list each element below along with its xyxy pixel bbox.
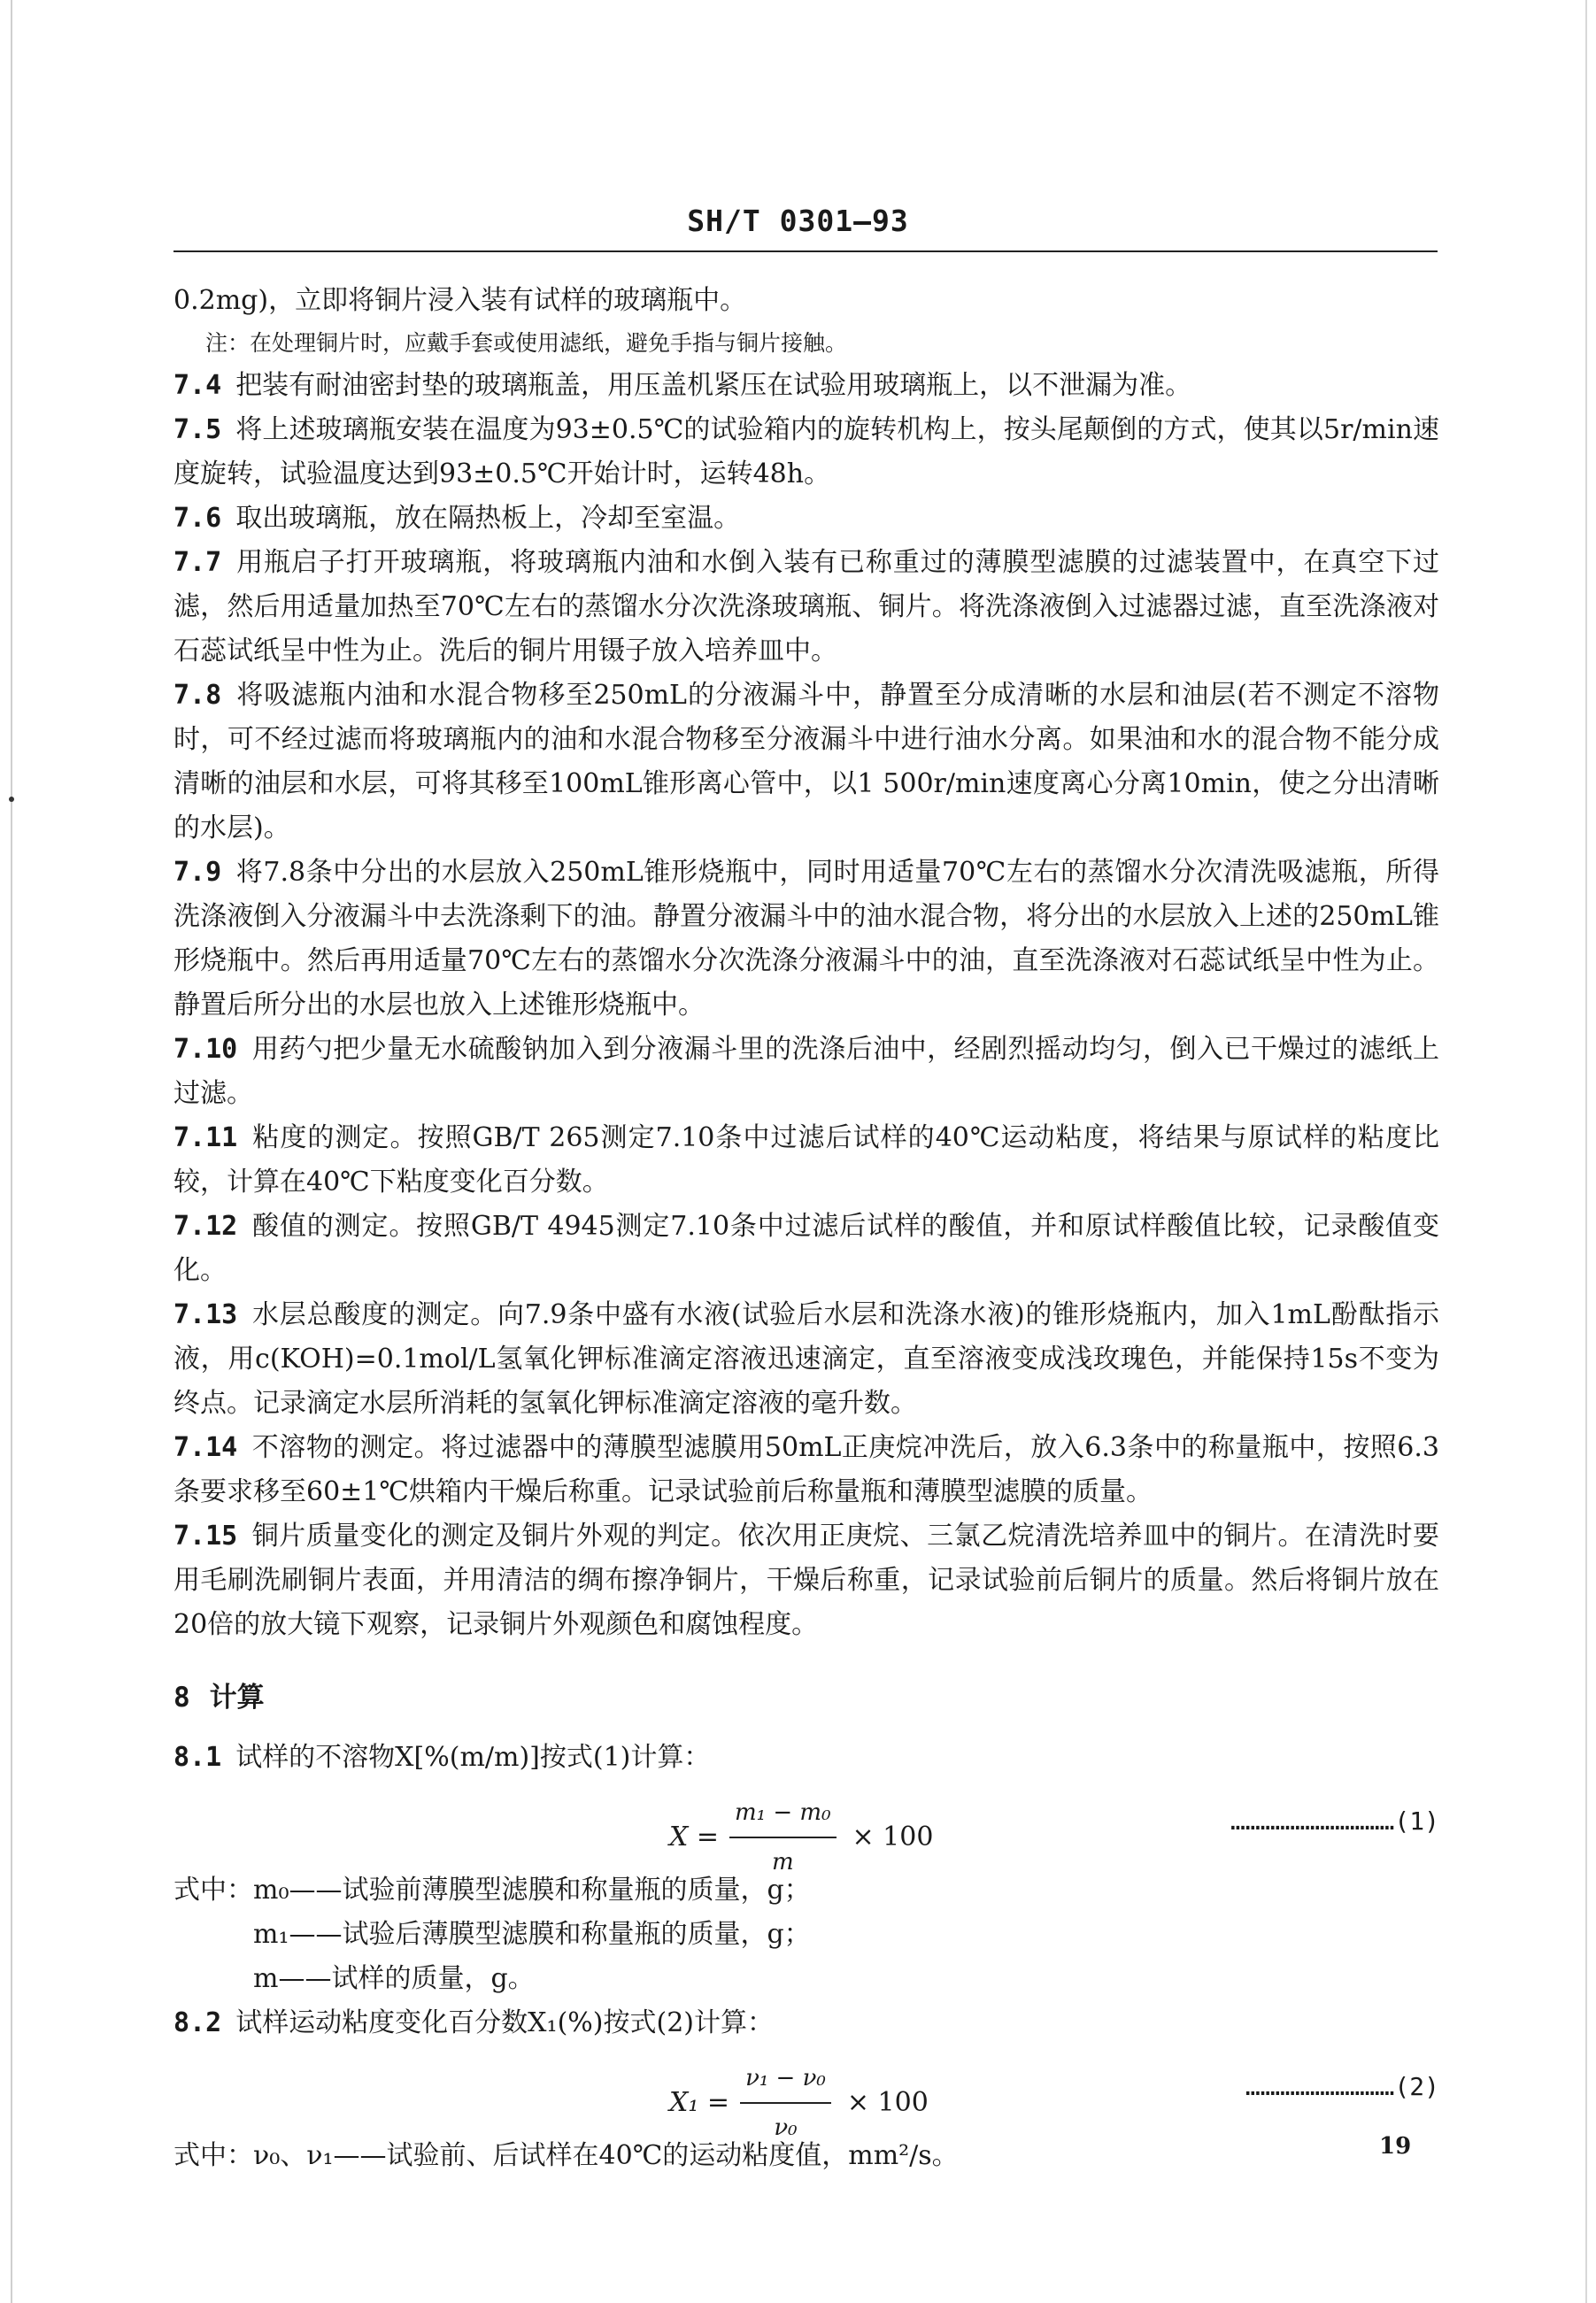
formula-lhs: X₁ = — [669, 2087, 730, 2118]
header-rule — [173, 250, 1438, 252]
clause-text: 铜片质量变化的测定及铜片外观的判定。依次用正庚烷、三氯乙烷清洗培养皿中的铜片。在清洗时要用毛刷洗刷铜片表面，并用清洁的绸布擦净铜片，干燥后称重，记录试验前后铜片的质量。然后将铜片放在20倍的放大镜下观察，记录铜片外观颜色和腐蚀程度。 — [173, 1521, 1439, 1640]
formula-2 — [173, 2045, 1439, 2141]
section-heading — [173, 1675, 1439, 1720]
note: 注：在处理铜片时，应戴手套或使用滤纸，避免手指与铜片接触。 — [205, 330, 848, 356]
clause-7-5 — [173, 408, 1439, 497]
clause-text: 试样的不溶物X[%(m/m)]按式(1)计算： — [235, 1742, 711, 1773]
clause-text: 用瓶启子打开玻璃瓶，将玻璃瓶内油和水倒入装有已称重过的薄膜型滤膜的过滤装置中，在真空下过滤，然后用适量加热至70℃左右的蒸馏水分次洗涤玻璃瓶、铜片。将洗涤液倒入过滤器过滤，直至洗涤液对石蕊试纸呈中性为止。洗后的铜片用镊子放入培养皿中。 — [173, 547, 1439, 666]
clause-number: 8.2 — [173, 2007, 222, 2038]
page-number: 19 — [1379, 2133, 1412, 2160]
clause-text: 不溶物的测定。将过滤器中的薄膜型滤膜用50mL正庚烷冲洗后，放入6.3条中的称量瓶中，按照6.3条要求移至60±1℃烘箱内干燥后称重。记录试验前后称量瓶和薄膜型滤膜的质量。 — [173, 1432, 1439, 1507]
clause-8-1 — [173, 1736, 1439, 1780]
clause-7-8 — [173, 674, 1439, 851]
clause-text: 把装有耐油密封垫的玻璃瓶盖，用压盖机紧压在试验用玻璃瓶上，以不泄漏为准。 — [235, 370, 1192, 401]
formula-fraction — [729, 1791, 836, 1884]
clause-8-2 — [173, 2001, 1439, 2045]
clause-number: 7.9 — [173, 857, 222, 888]
where-line: m₁——试验后薄膜型滤膜和称量瓶的质量，g； — [253, 1919, 811, 1950]
scan-edge-left — [11, 0, 12, 2303]
formula-1 — [173, 1780, 1439, 1876]
where-line: m——试样的质量，g。 — [253, 1963, 535, 1994]
clause-number: 7.14 — [173, 1432, 238, 1463]
clause-text: 粘度的测定。按照GB/T 265测定7.10条中过滤后试样的40℃运动粘度，将结果与原试样的粘度比较，计算在40℃下粘度变化百分数。 — [173, 1122, 1439, 1198]
continued-paragraph: 0.2mg)，立即将铜片浸入装有试样的玻璃瓶中。 — [173, 285, 747, 316]
formula-expression — [669, 1791, 933, 1884]
clause-7-14 — [173, 1426, 1439, 1514]
clause-7-13 — [173, 1293, 1439, 1426]
clause-number: 7.11 — [173, 1122, 238, 1153]
fraction-numerator: m₁ − m₀ — [729, 1791, 836, 1838]
clause-number: 7.7 — [173, 547, 222, 578]
formula-multiplier: × 100 — [846, 2087, 929, 2118]
clause-text: 试样运动粘度变化百分数X₁(%)按式(2)计算： — [235, 2007, 774, 2038]
clause-7-10 — [173, 1028, 1439, 1116]
formula-fraction — [740, 2056, 831, 2150]
clause-text: 将7.8条中分出的水层放入250mL锥形烧瓶中，同时用适量70℃左右的蒸馏水分次清洗吸滤瓶，所得洗涤液倒入分液漏斗中去洗涤剩下的油。静置分液漏斗中的油水混合物，将分出的水层放入上述的250mL锥形烧瓶中。然后再用适量70℃左右的蒸馏水分次洗涤分液漏斗中的油，直至洗涤液对石蕊试纸呈中性为止。静置后所分出的水层也放入上述锥形烧瓶中。 — [173, 857, 1439, 1021]
clause-number: 7.5 — [173, 414, 222, 445]
main-text — [173, 279, 1439, 2178]
where-line: 式中：ν₀、ν₁——试验前、后试样在40℃的运动粘度值，mm²/s。 — [173, 2140, 959, 2171]
scan-dot-mark — [9, 797, 14, 802]
clause-text: 水层总酸度的测定。向7.9条中盛有水液(试验后水层和洗涤水液)的锥形烧瓶内，加入1mL酚酞指示液，用c(KOH)=0.1mol/L氢氧化钾标准滴定溶液迅速滴定，直至溶液变成浅玫瑰色，并能保持15s不变为终点。记录滴定水层所消耗的氢氧化钾标准滴定溶液的毫升数。 — [173, 1299, 1439, 1419]
clause-number: 7.8 — [173, 680, 222, 711]
clause-text: 取出玻璃瓶，放在隔热板上，冷却至室温。 — [235, 503, 741, 534]
clause-text: 将吸滤瓶内油和水混合物移至250mL的分液漏斗中，静置至分成清晰的水层和油层(若不测定不溶物时，可不经过滤而将玻璃瓶内的油和水混合物移至分液漏斗中进行油水分离。如果油和水的混合物不能分成清晰的油层和水层，可将其移至100mL锥形离心管中，以1 500r/min速度离心分离10min，使之分出清晰的水层)。 — [173, 680, 1439, 843]
clause-number: 7.15 — [173, 1521, 238, 1552]
clause-number: 8.1 — [173, 1742, 222, 1773]
section-title-text: 计算 — [209, 1682, 265, 1714]
clause-number: 7.4 — [173, 370, 222, 401]
clause-7-15 — [173, 1514, 1439, 1647]
clause-7-6 — [173, 497, 1439, 541]
scan-edge-right — [1585, 0, 1587, 2303]
clause-7-11 — [173, 1116, 1439, 1205]
equation-label: …………………………(2) — [1245, 2072, 1439, 2101]
clause-7-12 — [173, 1205, 1439, 1293]
equation-label: ……………………………(1) — [1230, 1806, 1439, 1836]
clause-number: 7.10 — [173, 1034, 238, 1065]
clause-text: 用药勺把少量无水硫酸钠加入到分液漏斗里的洗涤后油中，经剧烈摇动均匀，倒入已干燥过的滤纸上过滤。 — [173, 1034, 1439, 1109]
formula-expression — [669, 2056, 929, 2150]
clause-number: 7.13 — [173, 1299, 238, 1330]
clause-text: 将上述玻璃瓶安装在温度为93±0.5℃的试验箱内的旋转机构上，按头尾颠倒的方式，使其以5r/min速度旋转，试验温度达到93±0.5℃开始计时，运转48h。 — [173, 414, 1439, 489]
clause-number: 7.12 — [173, 1211, 238, 1242]
section-number: 8 — [173, 1682, 190, 1714]
fraction-denominator: ν₀ — [774, 2114, 798, 2141]
fraction-denominator: m — [771, 1849, 794, 1876]
standard-header: SH/T 0301—93 — [687, 204, 909, 238]
clause-text: 酸值的测定。按照GB/T 4945测定7.10条中过滤后试样的酸值，并和原试样酸值比较，记录酸值变化。 — [173, 1211, 1439, 1286]
clause-number: 7.6 — [173, 503, 222, 534]
where-line: 式中：m₀——试验前薄膜型滤膜和称量瓶的质量，g； — [173, 1875, 811, 1906]
clause-7-4 — [173, 364, 1439, 408]
formula-multiplier: × 100 — [852, 1822, 934, 1852]
clause-7-9 — [173, 851, 1439, 1028]
fraction-numerator: ν₁ − ν₀ — [740, 2056, 831, 2104]
formula-lhs: X = — [669, 1822, 720, 1852]
clause-7-7 — [173, 541, 1439, 674]
